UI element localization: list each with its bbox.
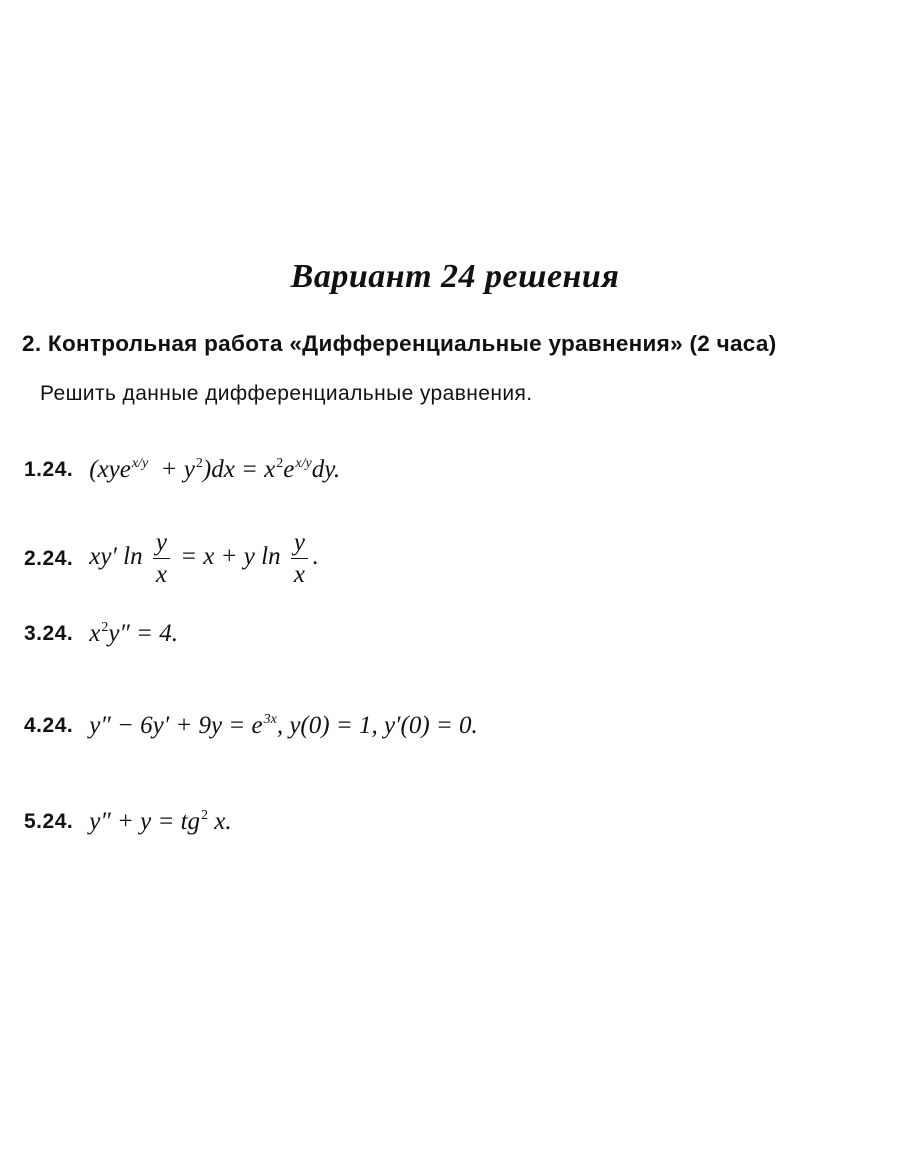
superscript: 2 bbox=[276, 456, 284, 471]
equation-part: + y bbox=[160, 456, 195, 483]
page-title: Вариант 24 решения bbox=[290, 258, 620, 295]
superscript bbox=[264, 712, 277, 727]
equation bbox=[89, 530, 318, 587]
fraction-numerator: y bbox=[291, 530, 308, 559]
equation-part: y″ + y = tg bbox=[89, 808, 201, 835]
fraction-numerator: y bbox=[153, 530, 170, 559]
equation-part: y″ = 4. bbox=[108, 620, 178, 647]
equation bbox=[89, 712, 478, 740]
problem-number: 5.24. bbox=[24, 810, 74, 833]
problem-number: 1.24. bbox=[24, 458, 74, 481]
fraction-denominator: x bbox=[293, 561, 305, 588]
superscript-text: 3x bbox=[263, 712, 277, 727]
equation-part: e bbox=[283, 456, 295, 483]
equation-part: = x + y ln bbox=[180, 543, 281, 571]
superscript-text: x/y bbox=[295, 456, 312, 471]
problem-number: 4.24. bbox=[24, 714, 74, 737]
problem-4 bbox=[24, 712, 478, 740]
problem-number: 2.24. bbox=[24, 546, 74, 570]
equation-part: (xye bbox=[89, 456, 131, 483]
fraction-denominator: x bbox=[155, 561, 167, 588]
equation-part: xy′ ln bbox=[89, 543, 143, 571]
superscript: 2 bbox=[101, 620, 109, 635]
equation-part: x bbox=[89, 620, 101, 647]
equation bbox=[89, 456, 340, 484]
problem-3 bbox=[24, 620, 178, 648]
equation-part: . bbox=[311, 543, 319, 571]
equation-part: , y(0) = 1, y′(0) = 0. bbox=[276, 712, 478, 739]
equation bbox=[89, 808, 231, 836]
fraction bbox=[153, 530, 170, 587]
equation-part: dy. bbox=[311, 456, 341, 483]
problem-1 bbox=[24, 456, 340, 484]
problem-2 bbox=[24, 530, 318, 587]
equation-part: y″ − 6y′ + 9y = e bbox=[89, 712, 263, 739]
fraction bbox=[291, 530, 308, 587]
problem-5 bbox=[24, 808, 232, 836]
equation-part: x. bbox=[208, 808, 232, 835]
problem-number: 3.24. bbox=[24, 622, 74, 645]
equation bbox=[89, 620, 178, 648]
superscript-text: x/y bbox=[131, 456, 149, 471]
superscript: 2 bbox=[201, 808, 209, 823]
section-header: 2. Контрольная работа «Дифференциальные уравнения» (2 часа) bbox=[22, 331, 777, 356]
superscript: 2 bbox=[195, 456, 203, 471]
equation-part: )dx = x bbox=[202, 456, 276, 483]
instruction-text: Решить данные дифференциальные уравнения. bbox=[40, 382, 533, 405]
superscript bbox=[295, 456, 311, 471]
superscript bbox=[132, 456, 148, 471]
